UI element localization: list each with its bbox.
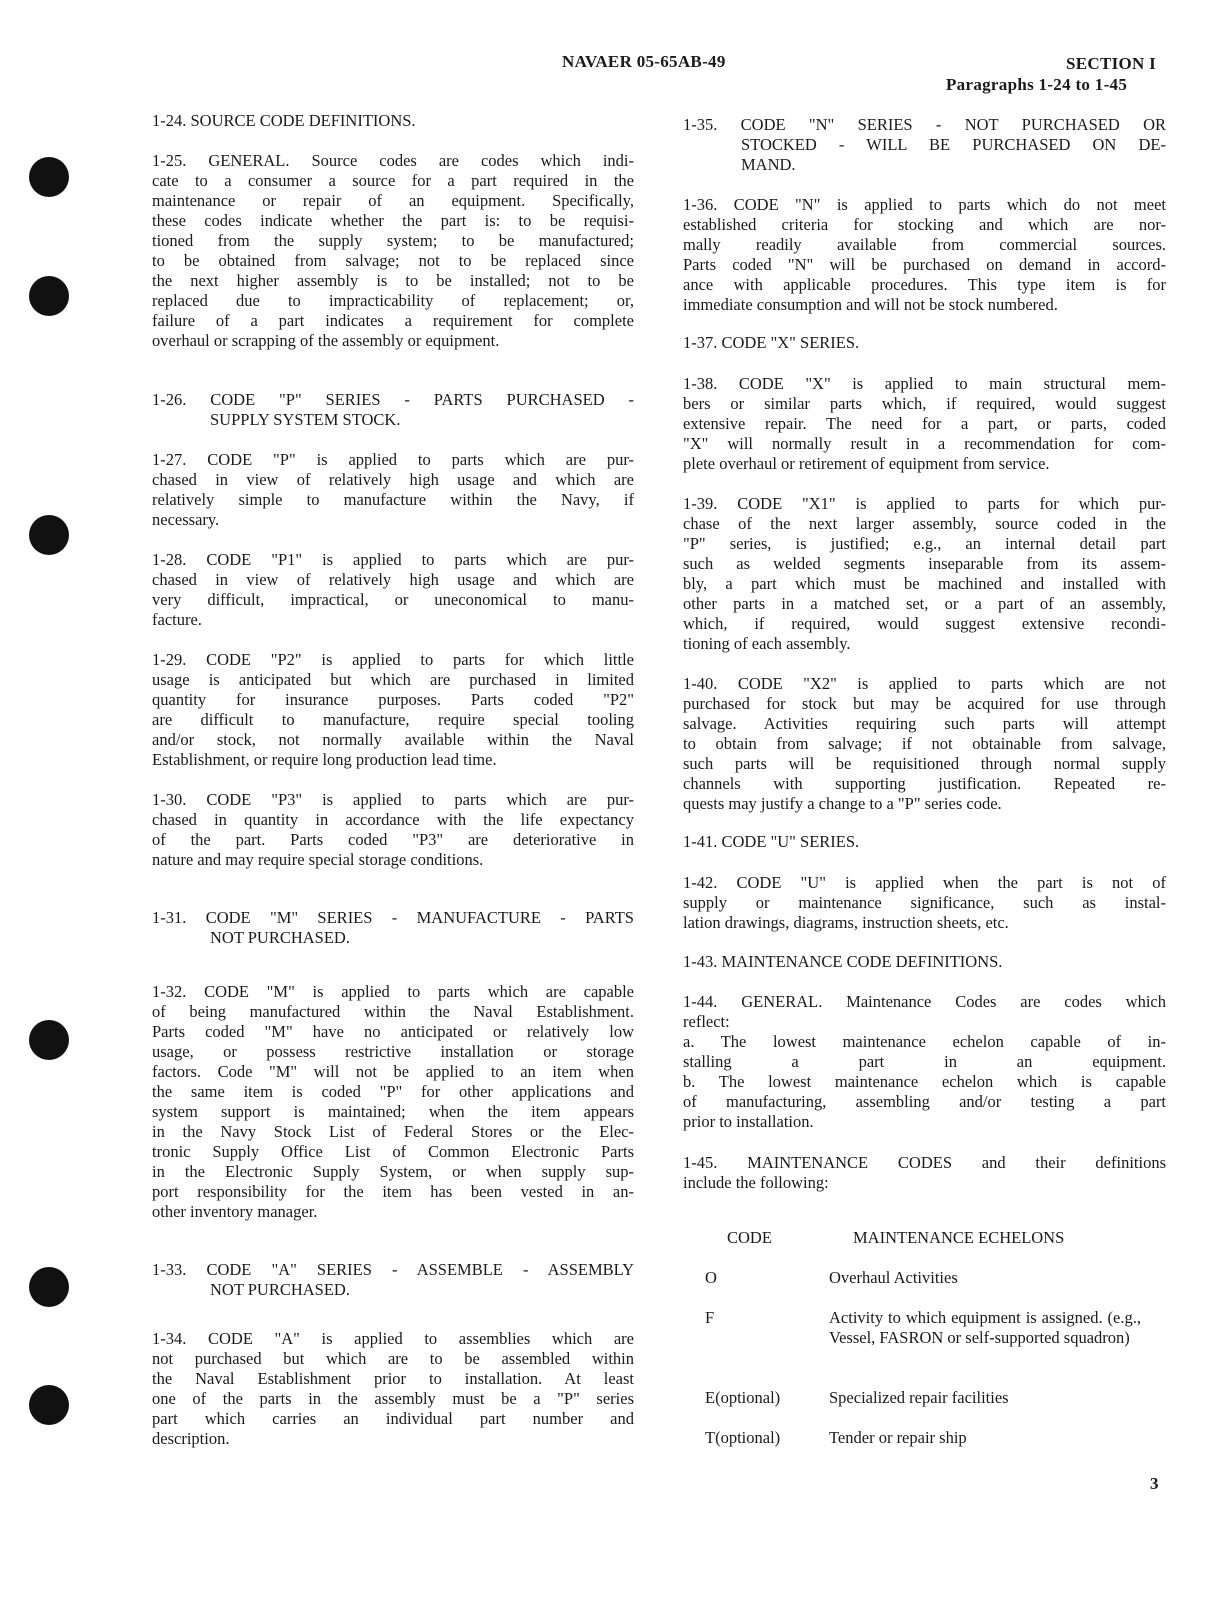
text-line: salvage. Activities requiring such parts will attempt xyxy=(683,714,1166,733)
column-header-code: CODE xyxy=(727,1228,772,1247)
text-line: stalling a part in an equipment. xyxy=(683,1052,1166,1071)
paragraph xyxy=(152,790,634,870)
text-line: Parts coded "N" will be purchased on demand in accord- xyxy=(683,255,1166,274)
text-line: the next higher assembly is to be installed; not to be xyxy=(152,271,634,290)
text-line: are difficult to manufacture, require special tooling xyxy=(152,710,634,729)
text-line: Parts coded "M" have no anticipated or relatively low xyxy=(152,1022,634,1041)
text-line: MAND. xyxy=(741,155,796,174)
text-line: such parts will be requisitioned through normal supply xyxy=(683,754,1166,773)
section-heading xyxy=(152,390,634,430)
text-line: immediate consumption and will not be stock numbered. xyxy=(683,295,1058,314)
paragraph xyxy=(683,992,1166,1132)
text-line: 1-40. CODE "X2" is applied to parts which are not xyxy=(683,674,1166,693)
column-header-echelons: MAINTENANCE ECHELONS xyxy=(853,1228,1065,1247)
text-line: system support is maintained; when the item appears xyxy=(152,1102,634,1121)
text-line: the same item is coded "P" for other applications and xyxy=(152,1082,634,1101)
text-line: "P" series, is justified; e.g., an internal detail part xyxy=(683,534,1166,553)
text-line: in the Electronic Supply System, or when supply sup- xyxy=(152,1162,634,1181)
text-line: relatively simple to manufacture within the Navy, if xyxy=(152,490,634,509)
text-line: ance with applicable procedures. This type item is for xyxy=(683,275,1166,294)
text-line: lation drawings, diagrams, instruction sheets, etc. xyxy=(683,913,1009,932)
text-line: 1-27. CODE "P" is applied to parts which are pur- xyxy=(152,450,634,469)
text-line: 1-28. CODE "P1" is applied to parts which are pur- xyxy=(152,550,634,569)
code-cell: O xyxy=(705,1268,717,1287)
description-cell: Overhaul Activities xyxy=(829,1268,958,1287)
punch-hole xyxy=(29,1020,69,1060)
text-line: include the following: xyxy=(683,1173,829,1192)
text-line: to be obtained from salvage; not to be replaced since xyxy=(152,251,634,270)
text-line: which, if required, would suggest extensive recondi- xyxy=(683,614,1166,633)
text-line: bers or similar parts which, if required, would suggest xyxy=(683,394,1166,413)
description-cell: Tender or repair ship xyxy=(829,1428,967,1447)
punch-hole xyxy=(29,1267,69,1307)
section-label: SECTION I xyxy=(1066,54,1157,73)
text-line: reflect: xyxy=(683,1012,730,1031)
code-cell: F xyxy=(705,1308,715,1327)
text-line: facture. xyxy=(152,610,202,629)
text-line: and/or stock, not normally available within the Naval xyxy=(152,730,634,749)
paragraph xyxy=(152,650,634,770)
text-line: "X" will normally result in a recommendation for com- xyxy=(683,434,1166,453)
text-line: purchased for stock but may be acquired for use through xyxy=(683,694,1166,713)
paragraph xyxy=(152,450,634,530)
punch-hole xyxy=(29,1385,69,1425)
text-line: 1-35. CODE "N" SERIES - NOT PURCHASED OR xyxy=(683,115,1166,134)
text-line: necessary. xyxy=(152,510,220,529)
text-line: 1-43. MAINTENANCE CODE DEFINITIONS. xyxy=(683,952,1003,971)
text-line: of manufacturing, assembling and/or testing a part xyxy=(683,1092,1166,1111)
text-line: cate to a consumer a source for a part required in the xyxy=(152,171,634,190)
text-line: bly, a part which must be machined and installed with xyxy=(683,574,1166,593)
text-line: replaced due to impracticability of replacement; or, xyxy=(152,291,634,310)
page-number: 3 xyxy=(1150,1474,1159,1493)
document-number: NAVAER 05-65AB-49 xyxy=(562,52,726,71)
code-cell: E(optional) xyxy=(705,1388,781,1407)
paragraph xyxy=(152,151,634,351)
text-line: part which carries an individual part number and xyxy=(152,1409,634,1428)
text-line: 1-45. MAINTENANCE CODES and their definitions xyxy=(683,1153,1166,1172)
text-line: STOCKED - WILL BE PURCHASED ON DE- xyxy=(741,135,1166,154)
punch-hole xyxy=(29,276,69,316)
section-heading xyxy=(683,333,1166,353)
text-line: in the Navy Stock List of Federal Stores or the Elec- xyxy=(152,1122,634,1141)
section-heading xyxy=(683,832,1166,852)
paragraph xyxy=(683,674,1166,814)
text-line: chase of the next larger assembly, source coded in the xyxy=(683,514,1166,533)
text-line: not purchased but which are to be assembled within xyxy=(152,1349,634,1368)
text-line: overhaul or scrapping of the assembly or equipment. xyxy=(152,331,500,350)
text-line: 1-26. CODE "P" SERIES - PARTS PURCHASED - xyxy=(152,390,634,409)
text-line: Establishment, or require long production lead time. xyxy=(152,750,497,769)
text-line: of the part. Parts coded "P3" are deteriorative in xyxy=(152,830,634,849)
paragraph xyxy=(152,550,634,630)
text-line: factors. Code "M" will not be applied to an item when xyxy=(152,1062,634,1081)
section-heading xyxy=(683,115,1166,175)
paragraph xyxy=(683,195,1166,315)
text-line: such as welded segments inseparable from its assem- xyxy=(683,554,1166,573)
text-line: usage, or possess restrictive installation or storage xyxy=(152,1042,634,1061)
text-line: 1-33. CODE "A" SERIES - ASSEMBLE - ASSEMBLY xyxy=(152,1260,634,1279)
text-line: to obtain from salvage; if not obtainable from salvage, xyxy=(683,734,1166,753)
text-line: NOT PURCHASED. xyxy=(210,928,350,947)
code-cell: T(optional) xyxy=(705,1428,781,1447)
text-line: tioning of each assembly. xyxy=(683,634,851,653)
paragraph xyxy=(683,374,1166,474)
paragraph xyxy=(683,1153,1166,1193)
text-line: quests may justify a change to a "P" series code. xyxy=(683,794,1002,813)
text-line: chased in quantity in accordance with the life expectancy xyxy=(152,810,634,829)
text-line: other parts in a matched set, or a part of an assembly, xyxy=(683,594,1166,613)
text-line: b. The lowest maintenance echelon which is capable xyxy=(683,1072,1166,1091)
maintenance-codes-table xyxy=(705,1228,1145,1468)
text-line: 1-41. CODE "U" SERIES. xyxy=(683,832,860,851)
text-line: prior to installation. xyxy=(683,1112,814,1131)
text-line: NOT PURCHASED. xyxy=(210,1280,350,1299)
text-line: 1-44. GENERAL. Maintenance Codes are codes which xyxy=(683,992,1166,1011)
text-line: 1-24. SOURCE CODE DEFINITIONS. xyxy=(152,111,416,130)
text-line: 1-36. CODE "N" is applied to parts which do not meet xyxy=(683,195,1166,214)
text-line: 1-39. CODE "X1" is applied to parts for which pur- xyxy=(683,494,1166,513)
text-line: port responsibility for the item has been vested in an- xyxy=(152,1182,634,1201)
paragraph xyxy=(152,982,634,1222)
text-line: 1-38. CODE "X" is applied to main structural mem- xyxy=(683,374,1166,393)
text-line: description. xyxy=(152,1429,230,1448)
text-line: maintenance or repair of an equipment. Specifically, xyxy=(152,191,634,210)
text-line: SUPPLY SYSTEM STOCK. xyxy=(210,410,401,429)
text-line: usage is anticipated but which are purchased in limited xyxy=(152,670,634,689)
text-line: quantity for insurance purposes. Parts coded "P2" xyxy=(152,690,634,709)
paragraph xyxy=(152,1329,634,1449)
text-line: channels with supporting justification. Repeated re- xyxy=(683,774,1166,793)
paragraph xyxy=(683,494,1166,654)
text-line: very difficult, impractical, or uneconomical to manu- xyxy=(152,590,634,609)
text-line: tioned from the supply system; to be manufactured; xyxy=(152,231,634,250)
text-line: 1-31. CODE "M" SERIES - MANUFACTURE - PARTS xyxy=(152,908,634,927)
punch-hole xyxy=(29,157,69,197)
section-heading xyxy=(152,908,634,948)
text-line: 1-25. GENERAL. Source codes are codes which indi- xyxy=(152,151,634,170)
text-line: 1-30. CODE "P3" is applied to parts which are pur- xyxy=(152,790,634,809)
text-line: 1-42. CODE "U" is applied when the part is not of xyxy=(683,873,1166,892)
text-line: 1-29. CODE "P2" is applied to parts for which little xyxy=(152,650,634,669)
text-line: other inventory manager. xyxy=(152,1202,318,1221)
text-line: a. The lowest maintenance echelon capable of in- xyxy=(683,1032,1166,1051)
text-line: the Naval Establishment prior to installation. At least xyxy=(152,1369,634,1388)
text-line: these codes indicate whether the part is: to be requisi- xyxy=(152,211,634,230)
text-line: plete overhaul or retirement of equipment from service. xyxy=(683,454,1050,473)
text-line: nature and may require special storage conditions. xyxy=(152,850,484,869)
text-line: extensive repair. The need for a part, or parts, coded xyxy=(683,414,1166,433)
text-line: failure of a part indicates a requirement for complete xyxy=(152,311,634,330)
text-line: chased in view of relatively high usage and which are xyxy=(152,470,634,489)
section-heading xyxy=(683,952,1166,972)
paragraph-range: Paragraphs 1-24 to 1-45 xyxy=(946,75,1128,94)
text-line: tronic Supply Office List of Common Electronic Parts xyxy=(152,1142,634,1161)
paragraph xyxy=(152,111,634,131)
text-line: of being manufactured within the Naval Establishment. xyxy=(152,1002,634,1021)
text-line: mally readily available from commercial sources. xyxy=(683,235,1166,254)
text-line: one of the parts in the assembly must be a "P" series xyxy=(152,1389,634,1408)
punch-hole xyxy=(29,515,69,555)
text-line: 1-34. CODE "A" is applied to assemblies which are xyxy=(152,1329,634,1348)
text-line: established criteria for stocking and which are nor- xyxy=(683,215,1166,234)
text-line: 1-37. CODE "X" SERIES. xyxy=(683,333,860,352)
description-cell: Activity to which equipment is assigned. (e.g., Vessel, FASRON or self-supported squadron) xyxy=(829,1308,1141,1347)
description-cell: Specialized repair facilities xyxy=(829,1388,1009,1407)
text-line: supply or maintenance significance, such as instal- xyxy=(683,893,1166,912)
paragraph xyxy=(683,873,1166,933)
text-line: 1-32. CODE "M" is applied to parts which are capable xyxy=(152,982,634,1001)
section-heading xyxy=(152,1260,634,1300)
text-line: chased in view of relatively high usage and which are xyxy=(152,570,634,589)
